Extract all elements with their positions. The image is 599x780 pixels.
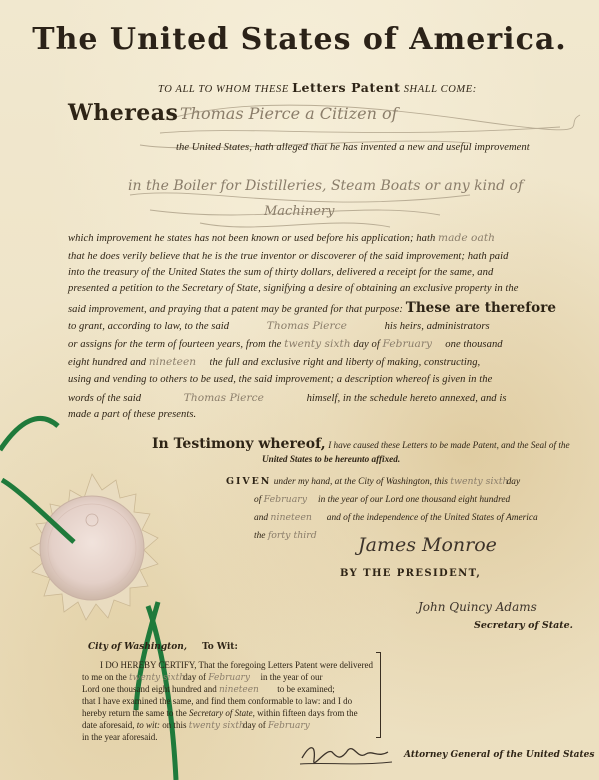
invention-handwriting-1: in the Boiler for Distilleries, Steam Boats or any kind of <box>128 178 524 194</box>
body-text: said improvement, and praying that a patent may be granted for that purpose: <box>68 304 404 315</box>
attorney-general-title: Attorney General of the United States <box>404 750 595 760</box>
handwritten-grantee-2: Thomas Pierce <box>183 392 264 404</box>
cert-text: within fifteen days from the <box>257 708 358 718</box>
cert-text: to me on the <box>82 672 127 682</box>
given-line-1 <box>226 476 520 487</box>
handwritten-day: twenty sixth <box>188 721 245 731</box>
body-text: to grant, according to law, to the said <box>68 321 230 332</box>
testimony-line-2: United States to be hereunto affixed. <box>262 454 401 464</box>
grantee-citizenship-handwriting: Thomas Pierce a Citizen of <box>180 104 398 123</box>
body-text: his heirs, administrators <box>384 321 490 332</box>
handwritten-year: nineteen <box>218 685 259 695</box>
secretary-signature: John Quincy Adams <box>418 600 537 614</box>
cert-text: date aforesaid, <box>82 720 135 730</box>
handwritten-month: February <box>268 721 310 731</box>
handwritten-month: February <box>263 494 308 505</box>
body-text: which improvement he states has not been known or used before his application; hath <box>68 233 436 244</box>
handwritten-day: twenty sixth <box>284 338 351 350</box>
certificate-line-4: that I have examined the same, and find them conformable to law: and I do <box>82 696 353 706</box>
given-word: GIVEN <box>226 476 272 487</box>
handwritten-year: nineteen <box>148 356 197 368</box>
body-line <box>68 300 556 316</box>
handwritten-independence-year: forty third <box>267 530 317 541</box>
body-line <box>68 338 503 350</box>
given-line-4 <box>254 530 317 541</box>
whereas-heading: Whereas <box>68 100 179 126</box>
given-text: of <box>254 495 262 505</box>
body-text: the full and exclusive right and liberty of making, constructing, <box>209 357 481 368</box>
body-text: or assigns for the term of fourteen years, from the <box>68 339 282 350</box>
given-line-3 <box>254 512 538 523</box>
cert-secretary: Secretary of State, <box>188 708 255 718</box>
cert-text: Lord one thousand eight hundred and <box>82 684 217 694</box>
body-line <box>68 356 480 368</box>
body-line <box>68 320 490 332</box>
certificate-line-1: I DO HEREBY CERTIFY, That the foregoing Letters Patent were delivered <box>100 660 373 670</box>
given-line-2 <box>254 494 510 505</box>
secretary-title: Secretary of State. <box>474 620 573 631</box>
handwritten-month: February <box>382 338 433 350</box>
address-line <box>158 80 477 95</box>
by-the-president: BY THE PRESIDENT, <box>340 568 482 579</box>
body-line <box>68 232 495 244</box>
handwritten-year: nineteen <box>270 512 312 523</box>
certificate-line-7: in the year aforesaid. <box>82 732 158 742</box>
testimony-text: I have caused these Letters to be made Patent, and the Seal of the <box>328 440 570 450</box>
body-line: into the treasury of the United States the sum of thirty dollars, delivered a receipt for the same, and <box>68 267 494 278</box>
certificate-city-text: City of Washington, <box>88 642 187 652</box>
given-text: the <box>254 531 266 541</box>
body-line: that he does verily believe that he is the true inventor or discoverer of the said improvement; hath paid <box>68 251 509 262</box>
handwritten-day: twenty sixth <box>450 476 509 487</box>
given-text: under my hand, at the City of Washington, this <box>273 477 448 487</box>
address-post: SHALL COME: <box>403 84 477 95</box>
certificate-line-3 <box>82 684 335 695</box>
body-text: one thousand <box>445 339 503 350</box>
certificate-line-5 <box>82 708 358 718</box>
body-text: words of the said <box>68 393 142 404</box>
given-text: and of the independence of the United States of America <box>326 513 538 523</box>
cert-text: day of <box>183 672 206 682</box>
body-line: made a part of these presents. <box>68 409 197 420</box>
body-line: presented a petition to the Secretary of State, signifying a desire of obtaining an exclusive property in the <box>68 283 519 294</box>
cert-to-wit: to wit: <box>136 720 160 730</box>
body-text: himself, in the schedule hereto annexed, and is <box>306 393 507 404</box>
cert-text: hereby return the same to the <box>82 708 187 718</box>
given-text: day <box>506 477 521 487</box>
these-are-therefore: These are therefore <box>405 300 557 316</box>
body-text: day of <box>353 339 380 350</box>
handwritten-day: twenty sixth <box>129 673 185 683</box>
body-text: eight hundred and <box>68 357 147 368</box>
certificate-brace <box>376 652 381 738</box>
cert-text: on this <box>162 720 187 730</box>
document-title: The United States of America. <box>32 22 567 57</box>
president-signature: James Monroe <box>358 534 497 556</box>
invention-handwriting-2: Machinery <box>264 204 335 219</box>
testimony-line <box>152 436 570 452</box>
handwritten-month: February <box>208 673 250 683</box>
cert-text: day of <box>243 720 266 730</box>
given-text: in the year of our Lord one thousand eight hundred <box>317 495 511 505</box>
certificate-line-2 <box>82 672 322 683</box>
certificate-line-6 <box>82 720 318 731</box>
address-letters-patent: Letters Patent <box>292 80 401 95</box>
handwritten-made-oath: made oath <box>438 232 496 244</box>
certificate-city <box>88 642 238 652</box>
address-pre: TO ALL TO WHOM THESE <box>158 84 289 95</box>
body-line: using and vending to others to be used, the said improvement; a description whereof is given in the <box>68 374 493 385</box>
cert-text: in the year of our <box>260 672 323 682</box>
given-text: and <box>254 513 269 523</box>
body-line-2: the United States, hath alleged that he has invented a new and useful improvement <box>176 142 530 153</box>
cert-text: to be examined; <box>277 684 335 694</box>
certificate-to-wit: To Wit: <box>202 642 238 652</box>
handwritten-grantee: Thomas Pierce <box>266 320 347 332</box>
attorney-general-signature <box>296 738 396 774</box>
in-testimony-whereof: In Testimony whereof, <box>152 436 326 452</box>
